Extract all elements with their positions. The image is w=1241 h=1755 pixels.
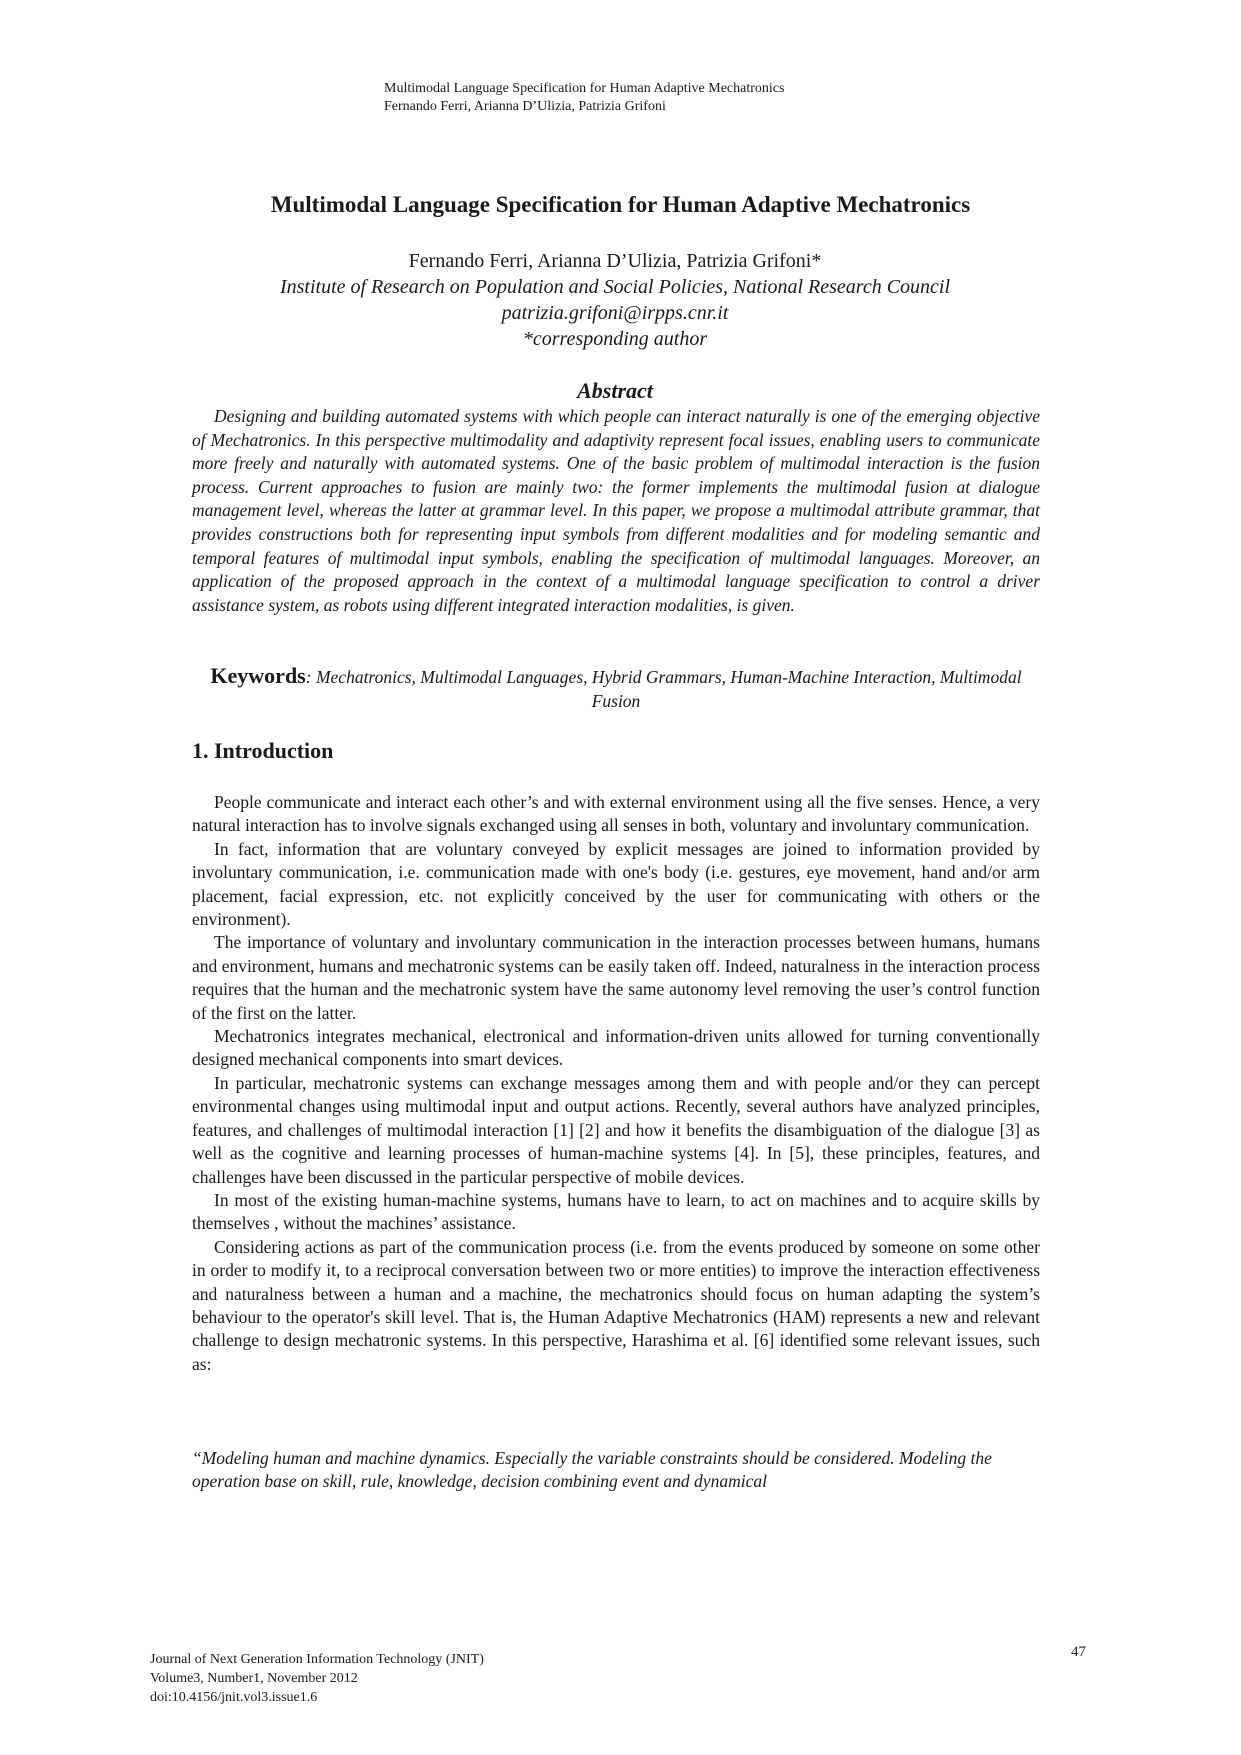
paragraph: Considering actions as part of the communication process (i.e. from the events produced by someone on some other in order to modify it, to a reciprocal conversation between two or more entities) to improve the interaction effectiveness and naturalness between a human and a machine, the mechatronics should focus on human adapting the system’s behaviour to the operator's skill level. That is, the Human Adaptive Mechatronics (HAM) represents a new and relevant challenge to design mechatronic systems. In this perspective, Harashima et al. [6] identified some relevant issues, such as: bbox=[192, 1236, 1040, 1374]
running-header bbox=[384, 80, 784, 116]
paragraph: In most of the existing human-machine systems, humans have to learn, to act on machines and to acquire skills by themselves , without the machines’ assistance. bbox=[192, 1189, 1040, 1234]
footer-volume: Volume3, Number1, November 2012 bbox=[150, 1671, 358, 1686]
paper-title: Multimodal Language Specification for Human Adaptive Mechatronics bbox=[270, 192, 971, 217]
keywords-label: Keywords bbox=[210, 663, 306, 688]
abstract-heading: Abstract bbox=[577, 378, 653, 403]
abstract-text: Designing and building automated systems with which people can interact naturally is one of the emerging objective of Mechatronics. In this perspective multimodality and adaptivity represent focal issues, enabling users to communicate more freely and naturally with automated systems. One of the basic problem of multimodal interaction is the fusion process. Current approaches to fusion are mainly two: the former implements the multimodal fusion at dialogue management level, whereas the latter at grammar level. In this paper, we propose a multimodal attribute grammar, that provides constructions both for representing input symbols from different modalities and for modeling semantic and temporal features of multimodal input symbols, enabling the specification of multimodal languages. Moreover, an application of the proposed approach in the context of a multimodal language specification to control a driver assistance system, as robots using different integrated interaction modalities, is given. bbox=[192, 406, 1040, 615]
keywords-text: : Mechatronics, Multimodal Languages, Hybrid Grammars, Human-Machine Interaction, Multimodal Fusion bbox=[305, 667, 1022, 711]
affiliation: Institute of Research on Population and Social Policies, National Research Council bbox=[279, 276, 951, 298]
paragraph: The importance of voluntary and involuntary communication in the interaction processes between humans, humans and environment, humans and mechatronic systems can be easily taken off. Indeed, naturalness in the interaction process requires that the human and the mechatronic system have the same autonomy level removing the user’s control function of the first on the latter. bbox=[192, 932, 1040, 1023]
paragraph: In particular, mechatronic systems can exchange messages among them and with people and/or they can percept environmental changes using multimodal input and output actions. Recently, several authors have analyzed principles, features, and challenges of multimodal interaction [1] [2] and how it benefits the disambiguation of the dialogue [3] as well as the cognitive and learning processes of human-machine systems [4]. In [5], these principles, features, and challenges have been discussed in the particular perspective of mobile devices. bbox=[192, 1072, 1040, 1187]
introduction-body bbox=[192, 791, 1040, 1376]
paragraph: Mechatronics integrates mechanical, electronical and information-driven units allowed for turning conventionally designed mechanical components into smart devices. bbox=[192, 1026, 1040, 1070]
footer-journal: Journal of Next Generation Information Technology (JNIT) bbox=[150, 1652, 484, 1667]
keywords bbox=[192, 664, 1040, 713]
quote: “Modeling human and machine dynamics. Especially the variable constraints should be considered. Modeling the operation base on skill, rule, knowledge, decision combining event and dynamical bbox=[192, 1448, 992, 1492]
running-header-title: Multimodal Language Specification for Human Adaptive Mechatronics bbox=[384, 81, 785, 96]
footer bbox=[150, 1650, 484, 1707]
corresponding-note: *corresponding author bbox=[522, 328, 708, 350]
paragraph: In fact, information that are voluntary conveyed by explicit messages are joined to information provided by involuntary communication, i.e. communication made with one's body (i.e. gestures, eye movement, hand and/or arm placement, facial expression, etc. not explicitly conceived by the user for communicating with others or the environment). bbox=[192, 838, 1040, 930]
author-block bbox=[0, 248, 1230, 352]
footer-doi: doi:10.4156/jnit.vol3.issue1.6 bbox=[150, 1690, 318, 1705]
authors: Fernando Ferri, Arianna D’Ulizia, Patrizia Grifoni* bbox=[408, 250, 822, 272]
paragraph: People communicate and interact each other’s and with external environment using all the five senses. Hence, a very natural interaction has to involve signals exchanged using all senses in both, voluntary and involuntary communication. bbox=[192, 792, 1040, 836]
running-header-authors: Fernando Ferri, Arianna D’Ulizia, Patrizia Grifoni bbox=[384, 99, 666, 114]
section-heading: 1. Introduction bbox=[192, 738, 334, 763]
email: patrizia.grifoni@irpps.cnr.it bbox=[501, 302, 729, 324]
page-number: 47 bbox=[1071, 1644, 1086, 1660]
